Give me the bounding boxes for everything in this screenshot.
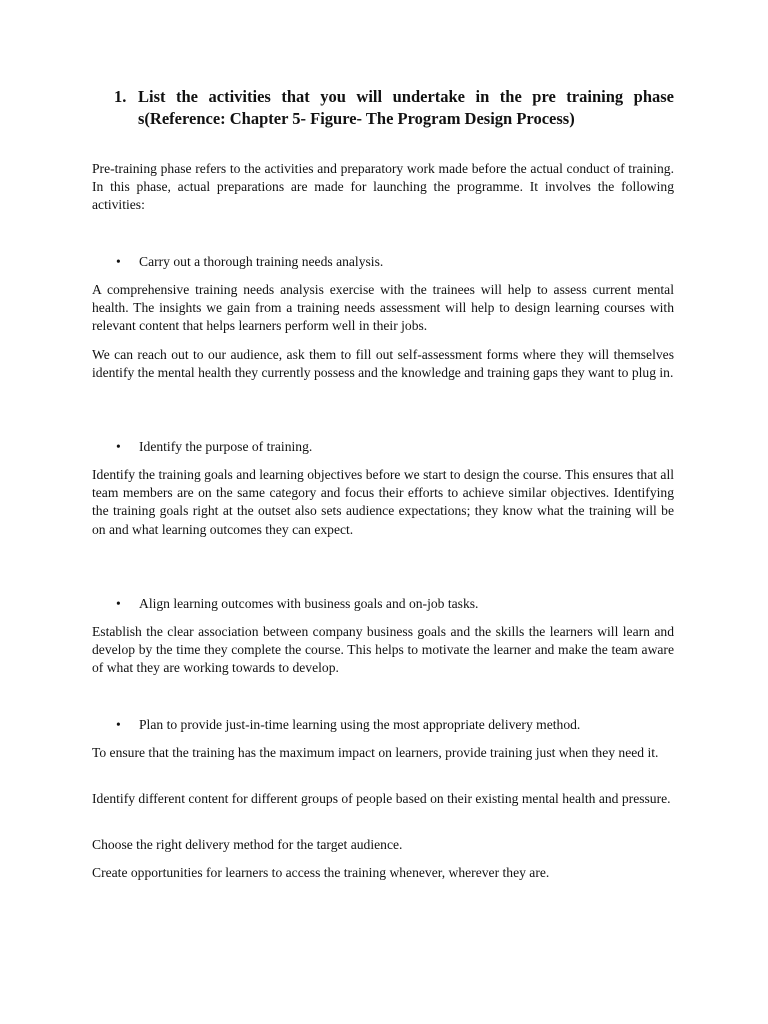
question-heading bbox=[114, 86, 674, 130]
intro-paragraph: Pre-training phase refers to the activities and preparatory work made before the actual conduct of training. In this phase, actual preparations are made for launching the programme. It involves the following activities: bbox=[92, 161, 674, 213]
bullet-symbol: • bbox=[116, 254, 121, 269]
bullet-text: Align learning outcomes with business goals and on-job tasks. bbox=[139, 596, 479, 611]
question-number: 1. bbox=[114, 87, 127, 106]
bullet-text: Plan to provide just-in-time learning using the most appropriate delivery method. bbox=[139, 717, 581, 732]
bullet-symbol: • bbox=[116, 717, 121, 732]
section-paragraph: Create opportunities for learners to access the training whenever, wherever they are. bbox=[92, 865, 550, 880]
bullet-item bbox=[116, 438, 674, 456]
bullet-symbol: • bbox=[116, 439, 121, 454]
bullet-item bbox=[116, 595, 674, 613]
section-paragraph: To ensure that the training has the maximum impact on learners, provide training just when they need it. bbox=[92, 745, 659, 760]
section-paragraph: Identify the training goals and learning objectives before we start to design the course. This ensures that all team members are on the same category and focus their efforts to achieve similar objectives. Identifying the training goals right at the outset also sets audience expectations; they know what the training will be on and what learning outcomes they can expect. bbox=[92, 467, 674, 537]
section-paragraph: A comprehensive training needs analysis exercise with the trainees will help to assess current mental health. The insights we gain from a training needs assessment will help to design learning courses with relevant content that helps learners perform well in their jobs. bbox=[92, 282, 674, 334]
bullet-text: Carry out a thorough training needs analysis. bbox=[139, 254, 384, 269]
section-paragraph: Identify different content for different groups of people based on their existing mental health and pressure. bbox=[92, 791, 671, 806]
bullet-item bbox=[116, 716, 674, 734]
section-paragraph: Establish the clear association between company business goals and the skills the learners will learn and develop by the time they complete the course. This helps to motivate the learner and make the team aware of what they are working towards to develop. bbox=[92, 624, 674, 676]
bullet-symbol: • bbox=[116, 596, 121, 611]
section-paragraph: Choose the right delivery method for the target audience. bbox=[92, 837, 403, 852]
bullet-text: Identify the purpose of training. bbox=[139, 439, 313, 454]
section-paragraph: We can reach out to our audience, ask them to fill out self-assessment forms where they will themselves identify the mental health they currently possess and the knowledge and training gaps they want to plug in. bbox=[92, 347, 674, 381]
bullet-item bbox=[116, 253, 674, 271]
question-title: List the activities that you will undertake in the pre training phase s(Reference: Chapter 5- Figure- The Program Design Process) bbox=[138, 87, 674, 128]
